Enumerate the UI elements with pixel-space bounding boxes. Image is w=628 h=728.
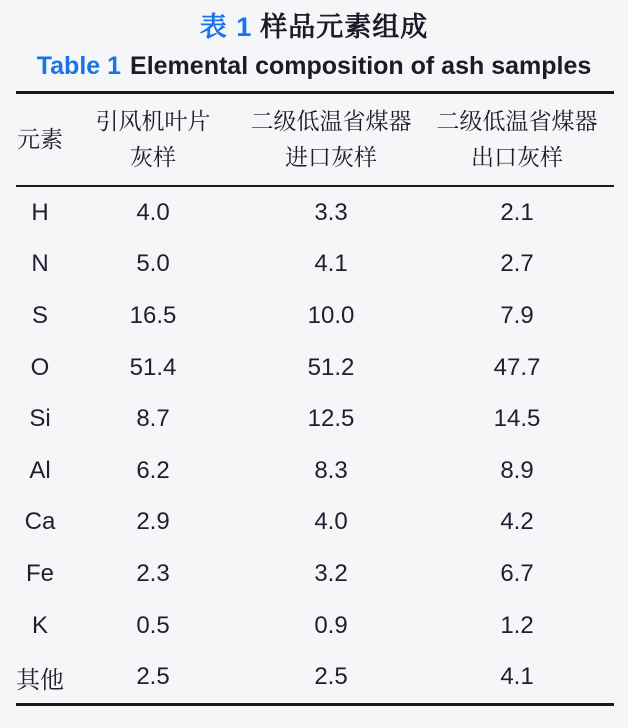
element-cell: N [31, 250, 49, 278]
value-cell: 14.5 [493, 405, 541, 433]
table-row [16, 342, 614, 394]
elemental-composition-table [16, 91, 614, 706]
element-cell: Al [29, 456, 51, 484]
element-cell: K [31, 611, 48, 639]
value-cell: 2.3 [136, 559, 170, 587]
value-cell: 47.7 [493, 353, 541, 381]
element-cell: S [31, 301, 48, 329]
column-header-economizer-outlet-ash [420, 103, 614, 175]
table-row [16, 651, 614, 703]
value-cell: 51.2 [307, 353, 355, 381]
element-cell: Si [29, 405, 51, 433]
caption-en-text: Elemental composition of ash samples [130, 52, 592, 80]
value-cell: 3.2 [314, 559, 348, 587]
value-cell: 51.4 [129, 353, 177, 381]
value-cell: 2.5 [136, 663, 170, 691]
table-body [16, 187, 614, 703]
table-caption-en [0, 51, 628, 81]
table-row [16, 548, 614, 600]
element-cell: 其他 [16, 666, 64, 694]
value-cell: 7.9 [500, 301, 534, 329]
table-row [16, 393, 614, 445]
value-cell: 0.5 [136, 611, 170, 639]
value-cell: 6.2 [136, 456, 170, 484]
table-header-row [16, 94, 614, 187]
value-cell: 4.1 [314, 250, 348, 278]
table-row [16, 187, 614, 239]
value-cell: 10.0 [307, 301, 355, 329]
value-cell: 8.7 [136, 405, 170, 433]
value-cell: 4.2 [500, 508, 534, 536]
element-cell: Ca [24, 508, 56, 536]
value-cell: 2.5 [314, 663, 348, 691]
table-row [16, 497, 614, 549]
table-row [16, 239, 614, 291]
value-cell: 5.0 [136, 250, 170, 278]
value-cell: 4.0 [314, 508, 348, 536]
value-cell: 12.5 [307, 405, 355, 433]
element-cell: Fe [25, 559, 54, 587]
value-cell: 2.1 [500, 198, 534, 226]
value-cell: 2.7 [500, 250, 534, 278]
value-cell: 4.1 [500, 663, 534, 691]
value-cell: 8.3 [314, 456, 348, 484]
table-row [16, 290, 614, 342]
column-header-line: 二级低温省煤器 [250, 108, 412, 134]
column-header-economizer-inlet-ash [242, 103, 420, 175]
value-cell: 8.9 [500, 456, 534, 484]
caption-zh-text: 样品元素组成 [260, 12, 429, 42]
value-cell: 2.9 [136, 508, 170, 536]
value-cell: 6.7 [500, 559, 534, 587]
caption-zh-label: 表 1 [199, 12, 253, 42]
column-header-element [16, 103, 64, 175]
column-header-line: 出口灰样 [471, 144, 563, 170]
column-header-line: 元素 [17, 126, 63, 152]
table-row [16, 445, 614, 497]
value-cell: 4.0 [136, 198, 170, 226]
table-row [16, 600, 614, 652]
column-header-line: 引风机叶片 [95, 108, 211, 134]
column-header-line: 二级低温省煤器 [436, 108, 598, 134]
column-header-line: 灰样 [130, 144, 176, 170]
element-cell: H [31, 198, 49, 226]
column-header-fan-blade-ash [64, 103, 242, 175]
caption-en-label: Table 1 [36, 52, 122, 80]
value-cell: 0.9 [314, 611, 348, 639]
element-cell: O [30, 353, 50, 381]
value-cell: 1.2 [500, 611, 534, 639]
table-caption [0, 10, 628, 81]
value-cell: 16.5 [129, 301, 177, 329]
table-caption-zh [0, 10, 628, 44]
column-header-line: 进口灰样 [285, 144, 377, 170]
value-cell: 3.3 [314, 198, 348, 226]
